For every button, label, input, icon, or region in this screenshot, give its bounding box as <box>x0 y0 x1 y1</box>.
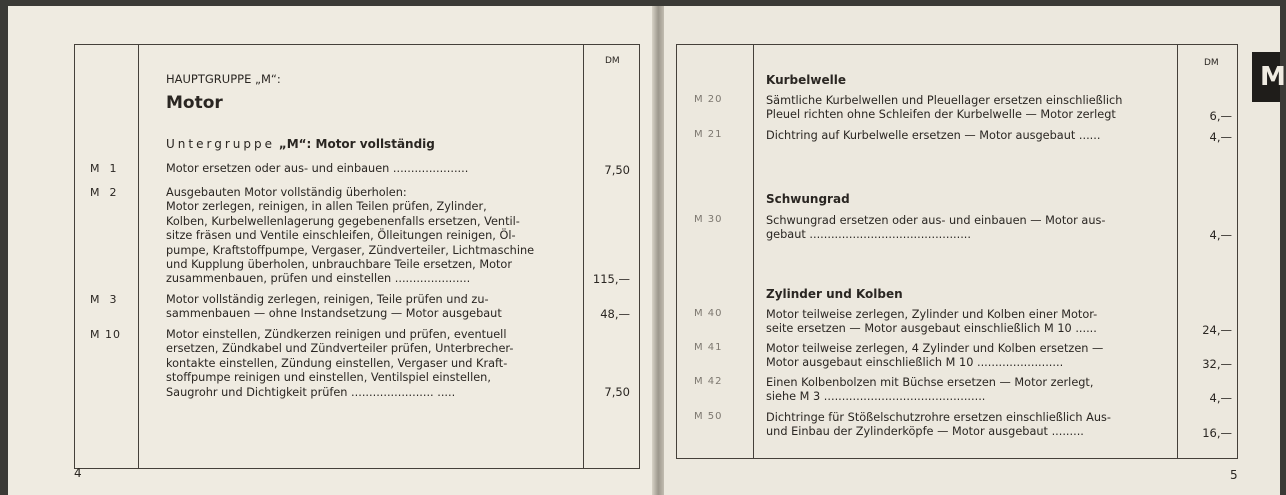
entry-line: ersetzen, Zündkabel und Zündverteiler prüfen, Unterbrecher- <box>166 342 514 356</box>
entry-line: Motor zerlegen, reinigen, in allen Teilen prüfen, Zylinder, <box>166 200 487 214</box>
entry-code: M 41 <box>694 342 723 353</box>
entry-line: Motor vollständig zerlegen, reinigen, Teile prüfen und zu- <box>166 293 489 306</box>
section-heading-zylinder: Zylinder und Kolben <box>766 287 903 301</box>
currency-header: DM <box>605 56 620 66</box>
entry-code: M 1 <box>90 162 118 175</box>
right-price-column-divider <box>1177 45 1178 458</box>
entry-description <box>166 162 556 176</box>
entry-line: zusammenbauen, prüfen und einstellen ..................... <box>166 272 471 286</box>
entry-description <box>166 186 556 287</box>
entry-line: Kolben, Kurbelwellenlagerung gegebenenfalls ersetzen, Ventil- <box>166 214 520 228</box>
entry-price: 7,50 <box>604 385 630 399</box>
entry-line: und Kupplung überholen, unbrauchbare Teile ersetzen, Motor <box>166 258 512 272</box>
entry-line: sammenbauen — ohne Instandsetzung — Motor ausgebaut <box>166 307 502 321</box>
entry-line: Saugrohr und Dichtigkeit prüfen ....................... ..... <box>166 385 456 399</box>
subgroup-heading <box>166 137 435 151</box>
entry-price: 7,50 <box>604 163 630 177</box>
entry-price: 24,— <box>1202 323 1232 337</box>
entry-line: Einen Kolbenbolzen mit Büchse ersetzen — Motor zerlegt, <box>766 376 1094 389</box>
section-tab-m: M <box>1252 52 1280 102</box>
entry-line: Motor teilweise zerlegen, Zylinder und Kolben einer Motor- <box>766 308 1098 321</box>
entry-line: Motor einstellen, Zündkerzen reinigen und prüfen, eventuell <box>166 328 507 341</box>
left-code-column-divider <box>138 45 139 468</box>
entry-price: 4,— <box>1209 130 1232 144</box>
entry-line: stoffpumpe reinigen und einstellen, Ventilspiel einstellen, <box>166 371 491 385</box>
currency-header: DM <box>1204 58 1219 68</box>
group-title: Motor <box>166 93 223 113</box>
entry-code: M 30 <box>694 214 723 225</box>
entry-description <box>766 342 1156 371</box>
entry-description <box>766 129 1156 143</box>
entry-line: Ausgebauten Motor vollständig überholen: <box>166 186 407 199</box>
entry-price: 48,— <box>600 307 630 321</box>
entry-code: M 40 <box>694 308 723 319</box>
entry-description <box>766 411 1156 440</box>
left-page <box>8 6 656 495</box>
entry-code: M 10 <box>90 328 121 341</box>
entry-line: siehe M 3 ............................................. <box>766 390 986 404</box>
entry-price: 6,— <box>1209 109 1232 123</box>
group-label: HAUPTGRUPPE „M“: <box>166 72 281 86</box>
entry-description <box>166 293 556 322</box>
left-price-column-divider <box>583 45 584 468</box>
entry-price: 115,— <box>592 272 630 286</box>
entry-line: sitze fräsen und Ventile einschleifen, Ölleitungen reinigen, Öl- <box>166 229 516 243</box>
entry-line: Schwungrad ersetzen oder aus- und einbauen — Motor aus- <box>766 214 1106 227</box>
right-page <box>664 6 1286 495</box>
entry-line: Motor teilweise zerlegen, 4 Zylinder und Kolben ersetzen — <box>766 342 1104 355</box>
entry-code: M 50 <box>694 411 723 422</box>
section-heading-schwungrad: Schwungrad <box>766 192 850 206</box>
right-code-column-divider <box>753 45 754 458</box>
entry-line: Motor ersetzen oder aus- und einbauen ..................... <box>166 162 469 175</box>
entry-line: Dichtring auf Kurbelwelle ersetzen — Motor ausgebaut ...... <box>766 129 1101 142</box>
entry-code: M 21 <box>694 129 723 140</box>
entry-line: Pleuel richten ohne Schleifen der Kurbelwelle — Motor zerlegt <box>766 108 1116 122</box>
entry-price: 4,— <box>1209 228 1232 242</box>
entry-description <box>166 328 556 400</box>
entry-line: Sämtliche Kurbelwellen und Pleuellager ersetzen einschließlich <box>766 94 1123 107</box>
entry-price: 32,— <box>1202 357 1232 371</box>
entry-line: Motor ausgebaut einschließlich M 10 ........................ <box>766 356 1064 370</box>
entry-line: pumpe, Kraftstoffpumpe, Vergaser, Zündverteiler, Lichtmaschine <box>166 243 535 257</box>
entry-price: 4,— <box>1209 391 1232 405</box>
entry-price: 16,— <box>1202 426 1232 440</box>
entry-line: Dichtringe für Stößelschutzrohre ersetzen einschließlich Aus- <box>766 411 1111 424</box>
entry-description <box>766 94 1156 123</box>
entry-line: und Einbau der Zylinderköpfe — Motor ausgebaut ......... <box>766 425 1084 439</box>
entry-code: M 2 <box>90 186 118 199</box>
entry-code: M 3 <box>90 293 118 306</box>
entry-line: kontakte einstellen, Zündung einstellen, Vergaser und Kraft- <box>166 356 508 370</box>
entry-code: M 20 <box>694 94 723 105</box>
page-number-left: 4 <box>74 466 82 480</box>
section-heading-kurbelwelle: Kurbelwelle <box>766 73 846 87</box>
entry-line: gebaut ............................................. <box>766 228 971 242</box>
entry-code: M 42 <box>694 376 723 387</box>
entry-description <box>766 376 1156 405</box>
entry-description <box>766 308 1156 337</box>
subgroup-spaced-label: Untergruppe <box>166 137 275 151</box>
entry-description <box>766 214 1156 243</box>
subgroup-title: „M“: Motor vollständig <box>278 137 435 151</box>
page-number-right: 5 <box>1230 468 1238 482</box>
entry-line: seite ersetzen — Motor ausgebaut einschließlich M 10 ...... <box>766 322 1097 336</box>
